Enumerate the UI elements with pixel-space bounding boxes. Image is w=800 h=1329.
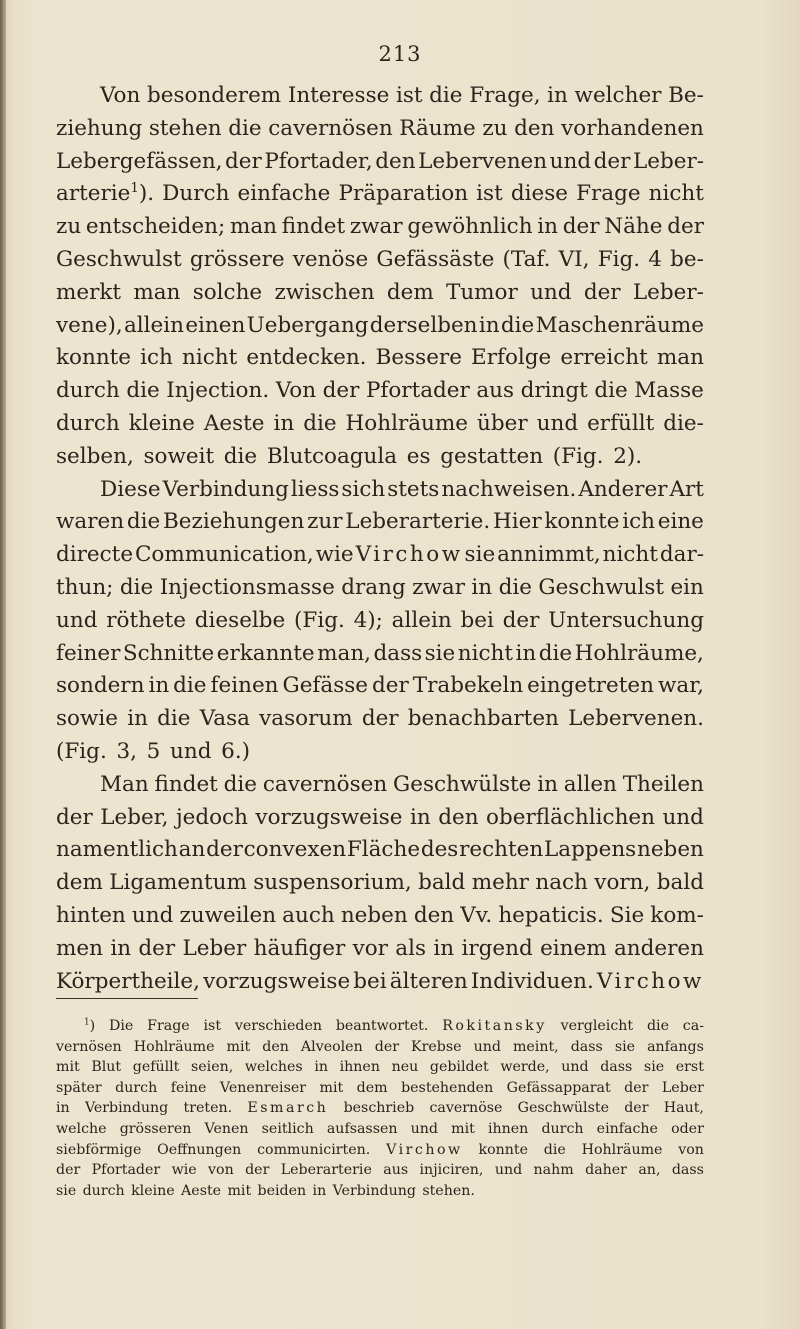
footnote-line: sie durch kleine Aeste mit beiden in Verbindung stehen. — [56, 1182, 475, 1199]
text-line: Diese Verbindung liess sich stets nachweisen. Anderer Art — [100, 476, 704, 502]
page-number: 213 — [378, 42, 422, 66]
text-line: arterie$^1$). Durch einfache Präparation ist diese Frage nicht — [56, 181, 704, 207]
footnote-line: der Pfortader wie von der Leberarterie aus injiciren, und nahm daher an, dass — [56, 1162, 704, 1179]
footnote-line: später durch feine Venenreiser mit dem bestehenden Gefässapparat der Leber — [56, 1079, 704, 1096]
text-line: und röthete dieselbe (Fig. 4); allein bei der Untersuchung — [56, 607, 704, 633]
text-line: durch die Injection. Von der Pfortader aus dringt die Masse — [56, 378, 704, 404]
text-line: konnte ich nicht entdecken. Bessere Erfolge erreicht man — [56, 345, 704, 371]
text-line: sowie in die Vasa vasorum der benachbarten Lebervenen. — [56, 706, 704, 732]
text-line: men in der Leber häufiger vor als in irgend einem anderen — [56, 935, 704, 961]
text-line: thun; die Injectionsmasse drang zwar in die Geschwulst ein — [56, 574, 704, 600]
footnote-rule — [56, 998, 198, 999]
text-line: merkt man solche zwischen dem Tumor und der Leber- — [56, 279, 704, 305]
text-line: durch kleine Aeste in die Hohlräume über und erfüllt die- — [56, 410, 704, 436]
footnote-line: vernösen Hohlräume mit den Alveolen der Krebse und meint, dass sie anfangs — [56, 1038, 704, 1055]
main-text — [56, 80, 704, 998]
text-line: dem Ligamentum suspensorium, bald mehr nach vorn, bald — [56, 870, 704, 896]
footnote-line: $^1$) Die Frage ist verschieden beantwortet. Rokitansky vergleicht die ca- — [84, 1017, 704, 1034]
text-line: sondern in die feinen Gefässe der Trabekeln eingetreten war, — [56, 673, 704, 699]
footnote-line: mit Blut gefüllt seien, welches in ihnen neu gebildet werde, und dass sie erst — [56, 1059, 704, 1076]
text-line: der Leber, jedoch vorzugsweise in den oberflächlichen und — [56, 804, 704, 830]
text-line: zu entscheiden; man findet zwar gewöhnlich in der Nähe der — [56, 214, 704, 240]
text-line: waren die Beziehungen zur Leberarterie. Hier konnte ich eine — [56, 509, 704, 535]
text-line: namentlich an der convexen Fläche des rechten Lappens neben — [56, 837, 704, 863]
text-line: feiner Schnitte erkannte man, dass sie nicht in die Hohlräume, — [56, 640, 704, 666]
text-line: Körpertheile, vorzugsweise bei älteren Individuen. Virchow — [56, 968, 704, 994]
footnote-line: siebförmige Oeffnungen communicirten. Virchow konnte die Hohlräume von — [56, 1141, 704, 1158]
text-line: Von besonderem Interesse ist die Frage, in welcher Be- — [100, 83, 704, 108]
footnote — [56, 1016, 704, 1201]
text-line: (Fig. 3, 5 und 6.) — [56, 738, 251, 764]
page-gutter — [0, 0, 6, 1329]
text-line: Lebergefässen, der Pfortader, den Lebervenen und der Leber- — [56, 148, 704, 174]
footnote-line: in Verbindung treten. Esmarch beschrieb cavernöse Geschwülste der Haut, — [56, 1100, 704, 1117]
footnote-line: welche grösseren Venen seitlich aufsassen und mit ihnen durch einfache oder — [56, 1120, 704, 1137]
text-line: hinten und zuweilen auch neben den Vv. hepaticis. Sie kom- — [56, 902, 704, 928]
text-line: vene), allein einen Uebergang derselben in die Maschenräume — [56, 312, 704, 338]
text-line: directe Communication, wie Virchow sie annimmt, nicht dar- — [56, 542, 704, 568]
text-line: Man findet die cavernösen Geschwülste in allen Theilen — [100, 771, 704, 797]
text-line: selben, soweit die Blutcoagula es gestatten (Fig. 2). — [56, 443, 643, 469]
text-line: ziehung stehen die cavernösen Räume zu den vorhandenen — [56, 115, 704, 141]
text-line: Geschwulst grössere venöse Gefässäste (Taf. VI, Fig. 4 be- — [56, 246, 704, 272]
